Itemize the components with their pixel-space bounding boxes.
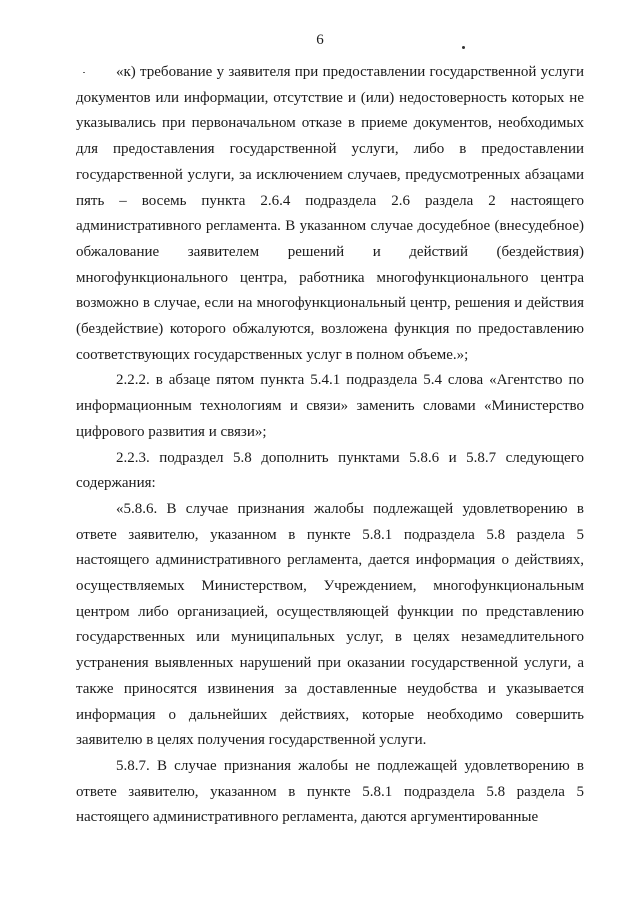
paragraph-item-2-2-2: 2.2.2. в абзаце пятом пункта 5.4.1 подраздела 5.4 слова «Агентство по информационным технологиям и связи» заменить словами «Министерство цифрового развития и связи»; [76, 372, 584, 440]
document-body [76, 60, 584, 831]
paragraph-item-5-8-7: 5.8.7. В случае признания жалобы не подлежащей удовлетворению в ответе заявителю, указанном в пункте 5.8.1 подраздела 5.8 раздела 5 настоящего административного регламента, даются аргументированные [76, 757, 584, 826]
paragraph-item-5-8-6: «5.8.6. В случае признания жалобы подлежащей удовлетворению в ответе заявителю, указанном в пункте 5.8.1 подраздела 5.8 раздела 5 настоящего административного регламента, дается информация о действиях, осуществляемых Министерством, Учреждением, многофункциональным центром либо организацией, осуществляющей функции по представлению государственных или муниципальных услуг, в целях незамедлительного устранения выявленных нарушений при оказании государственной услуги, а также приносятся извинения за доставленные неудобства и указывается информация о дальнейших действиях, которые необходимо совершить заявителю в целях получения государственной услуги. [76, 500, 584, 749]
paragraph-item-2-2-3: 2.2.3. подраздел 5.8 дополнить пунктами 5.8.6 и 5.8.7 следующего содержания: [76, 449, 584, 492]
paragraph-clause-k: «к) требование у заявителя при предоставлении государственной услуги документов или информации, отсутствие и (или) недостоверность которых не указывались при первоначальном отказе в приеме документов, необходимых для предоставления государственной услуги, либо в предоставлении государственной услуги, за исключением случаев, предусмотренных абзацами пять – восемь пункта 2.6.4 подраздела 2.6 раздела 2 настоящего административного регламента. В указанном случае досудебное (внесудебное) обжалование заявителем решений и действий (бездействия) многофункционального центра, работника многофункционального центра возможно в случае, если на многофункциональный центр, решения и действия (бездействие) которого обжалуются, возложена функция по предоставлению соответствующих государственных услуг в полном объеме.»; [76, 64, 584, 363]
page-number: 6 [316, 32, 324, 48]
scan-speck [462, 46, 465, 49]
